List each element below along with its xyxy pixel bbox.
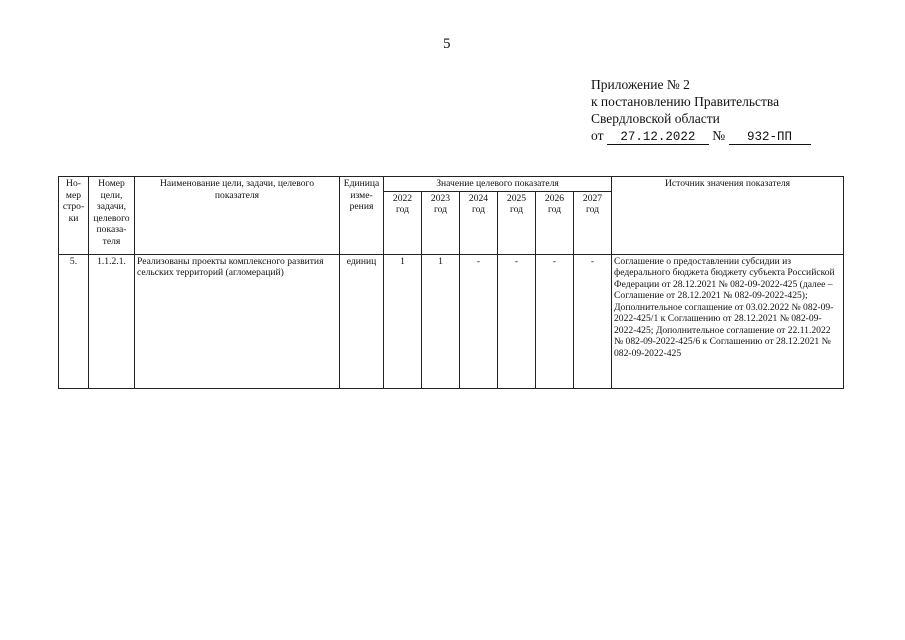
decree-date: 27.12.2022: [607, 130, 709, 145]
header-values-group: Значение целевого показателя: [384, 177, 612, 192]
goal-number-cell: 1.1.2.1.: [89, 254, 135, 388]
header-row-number: Но-мер стро-ки: [59, 177, 89, 255]
header-goal-number: Номер цели, задачи, целевого показа-теля: [89, 177, 135, 255]
value-cell: -: [460, 254, 498, 388]
decree-number: 932-ПП: [729, 130, 811, 145]
value-cell: 1: [384, 254, 422, 388]
appendix-title: Приложение № 2: [591, 77, 690, 92]
header-year: 2027 год: [574, 191, 612, 254]
table-row: [59, 254, 844, 388]
page-number: 5: [443, 36, 451, 52]
appendix-subtitle: к постановлению Правительства: [591, 94, 780, 109]
appendix-block: [591, 76, 811, 145]
header-year: 2026 год: [536, 191, 574, 254]
header-name: Наименование цели, задачи, целевого показателя: [135, 177, 340, 255]
header-year: 2023 год: [422, 191, 460, 254]
row-number-cell: 5.: [59, 254, 89, 388]
header-unit: Единица изме-рения: [340, 177, 384, 255]
header-source: Источник значения показателя: [612, 177, 844, 255]
value-cell: 1: [422, 254, 460, 388]
header-year: 2025 год: [498, 191, 536, 254]
unit-cell: единиц: [340, 254, 384, 388]
appendix-region: Свердловской области: [591, 111, 720, 126]
header-year: 2022 год: [384, 191, 422, 254]
appendix-date-line: [591, 127, 811, 145]
value-cell: -: [536, 254, 574, 388]
value-cell: -: [574, 254, 612, 388]
from-label: от: [591, 128, 604, 143]
indicator-table: [58, 176, 844, 389]
value-cell: -: [498, 254, 536, 388]
source-cell: Соглашение о предоставлении субсидии из федерального бюджета бюджету субъекта Российской Федерации от 28.12.2021 № 082-09-2022-425 (далее – Соглашение от 28.12.2021 № 082-09-2022-425); Дополнительное соглашение от 03.02.2022 № 082-09-2022-425/1 к Соглашению от 28.12.2021 № 082-09-2022-425; Дополнительное соглашение от 22.11.2022 № 082-09-2022-425/6 к Соглашению от 28.12.2021 № 082-09-2022-425: [612, 254, 844, 388]
name-cell: Реализованы проекты комплексного развития сельских территорий (агломераций): [135, 254, 340, 388]
number-label: №: [712, 128, 726, 143]
header-year: 2024 год: [460, 191, 498, 254]
